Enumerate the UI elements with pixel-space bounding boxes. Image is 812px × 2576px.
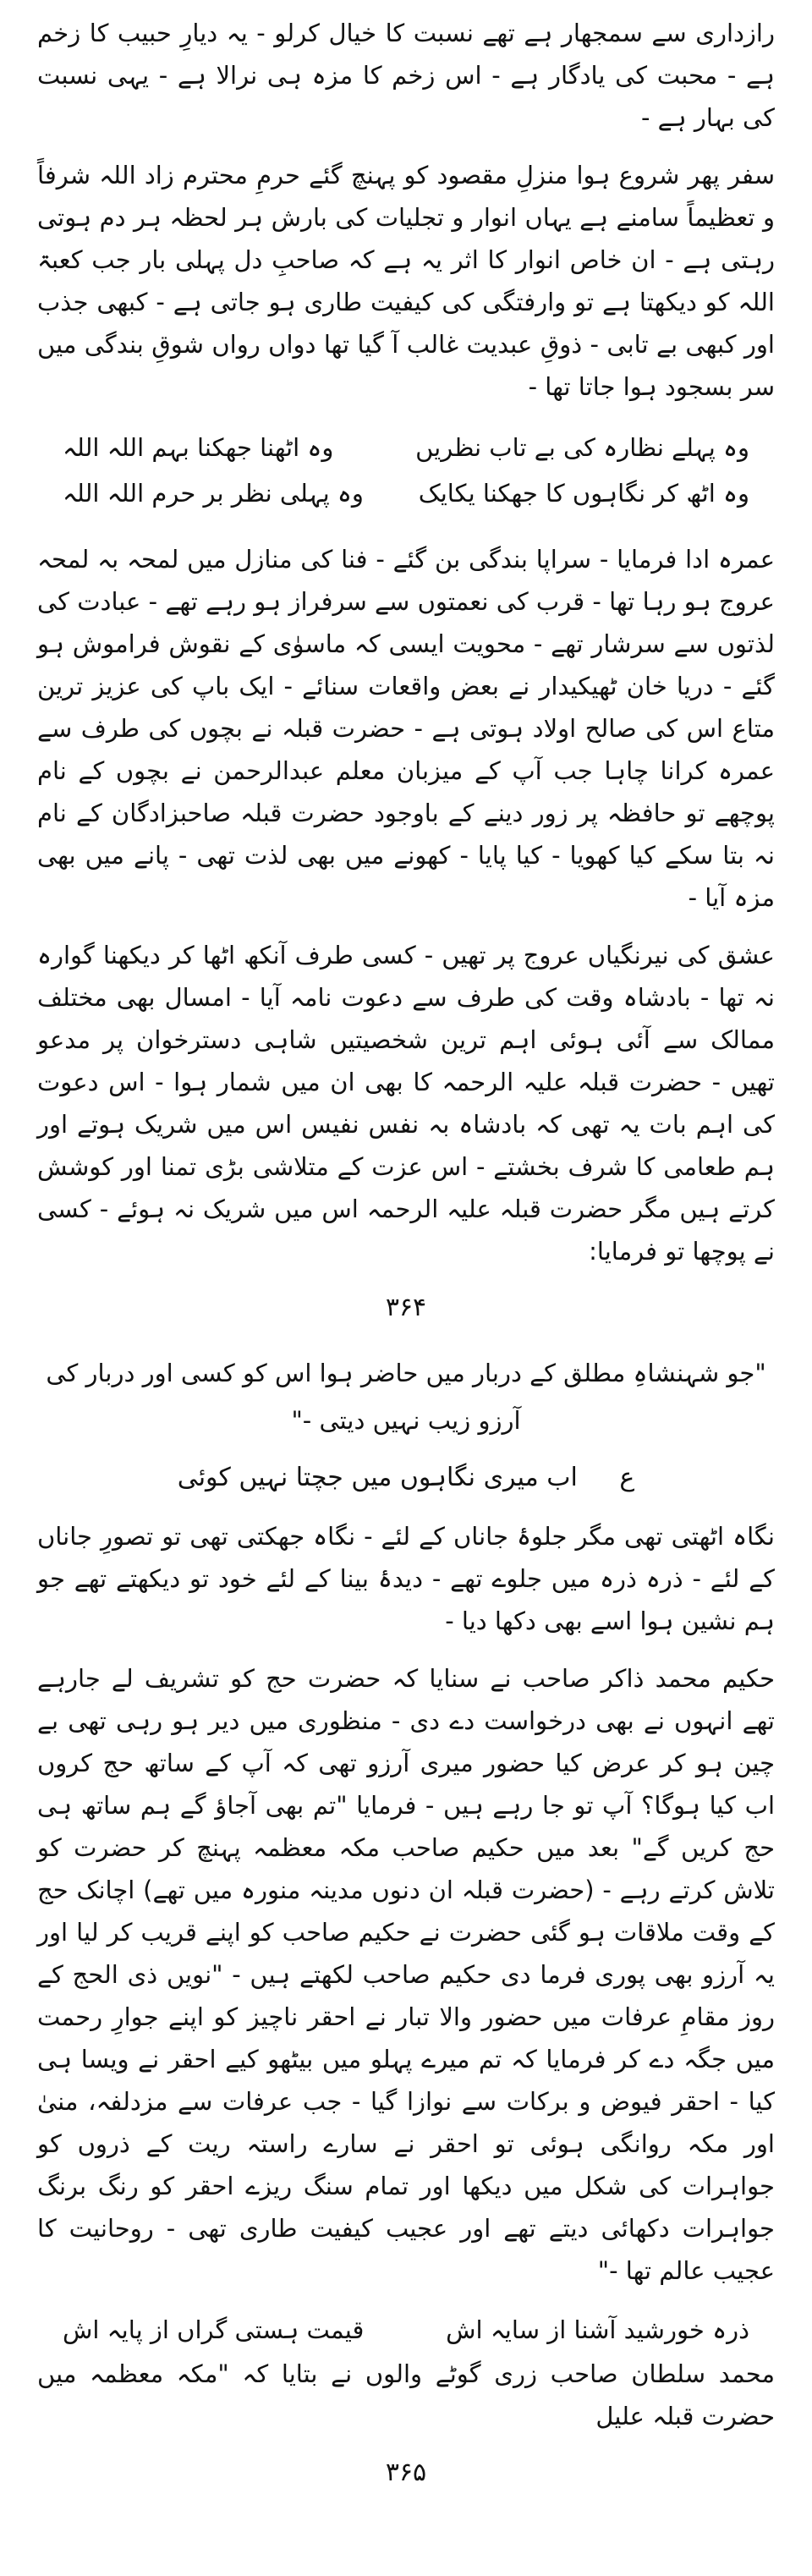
paragraph-1: رازداری سے سمجھار ہے تھے نسبت کا خیال کرلو - یہ دیارِ حبیب کا زخم ہے - محبت کی یادگار ہے - اس زخم کا مزہ ہی نرالا ہے - یہی نسبت کی بہار ہے -	[37, 19, 775, 132]
misra-text: اب میری نگاہوں میں جچتا نہیں کوئی	[177, 1463, 578, 1492]
couplet-1-line-1-right: وہ پہلے نظارہ کی بے تاب نظریں	[415, 433, 749, 462]
couplet-1-line-2-left: وہ پہلی نظر بر حرم اللہ اللہ	[63, 479, 364, 508]
couplet-2	[37, 2307, 775, 2353]
quote: "جو شہنشاہِ مطلق کے دربار میں حاضر ہوا اس کو کسی اور دربار کی آرزو زیب نہیں دیتی -"	[46, 1359, 766, 1435]
couplet-2-right: ذرہ خورشید آشنا از سایہ اش	[446, 2315, 749, 2344]
page-number-364: ۳۶۴	[385, 1293, 427, 1322]
paragraph-3: عمرہ ادا فرمایا - سراپا بندگی بن گئے - فنا کی منازل میں لمحہ بہ لمحہ عروج ہو رہا تھا - قرب کی نعمتوں سے سرفراز ہو رہے تھے - عبادت کی لذتوں سے سرشار تھے - محویت ایسی کہ ماسوٰی کے نقوش فراموش ہو گئے - دریا خان ٹھیکیدار نے بعض واقعات سنائے - ایک باپ کی عزیز ترین متاع اس کی صالح اولاد ہوتی ہے - حضرت قبلہ نے بچوں کی طرف سے عمرہ کرانا چاہا جب آپ کے میزبان معلم عبدالرحمن نے بچوں کے نام پوچھے تو حافظہ پر زور دینے کے باوجود حضرت قبلہ صاحبزادگان کے نام نہ بتا سکے کیا کھویا - کیا پایا - کھونے میں بھی لذت تھی - پانے میں بھی مزہ آیا -	[37, 545, 775, 912]
last-line: محمد سلطان صاحب زری گوٹے والوں نے بتایا کہ "مکہ معظمہ میں حضرت قبلہ علیل	[37, 2359, 775, 2430]
misra-line	[37, 1453, 775, 1503]
couplet-1-line-1-left: وہ اٹھنا جھکنا بہم اللہ اللہ	[63, 433, 334, 462]
couplet-1-line-2-right: وہ اٹھ کر نگاہوں کا جھکنا یکایک	[418, 479, 749, 508]
page-number-365: ۳۶۵	[385, 2458, 427, 2487]
couplet-1	[37, 425, 775, 516]
misra-marker: ع	[619, 1463, 635, 1492]
couplet-1-line-2	[37, 470, 775, 516]
paragraph-2: سفر پھر شروع ہوا منزلِ مقصود کو پہنچ گئے حرمِ محترم زاد اللہ شرفاً و تعظیماً سامنے ہے یہاں انوار و تجلیات کی بارش ہر لحظہ ہر دم ہوتی رہتی ہے - ان خاص انوار کا اثر یہ ہے کہ صاحبِ دل پہلی بار جب کعبۃ اللہ کو دیکھتا ہے تو وارفتگی کی کیفیت طاری ہو جاتی ہے - کبھی جذب اور کبھی بے تابی - ذوقِ عبدیت غالب آ گیا تھا دواں رواں شوقِ بندگی میں سر بسجود ہوا جاتا تھا -	[37, 161, 775, 401]
couplet-1-line-1	[37, 425, 775, 470]
couplet-2-left: قیمت ہستی گراں از پایہ اش	[63, 2315, 365, 2344]
paragraph-5: نگاہ اٹھتی تھی مگر جلوۂ جاناں کے لئے - نگاہ جھکتی تھی تو تصورِ جاناں کے لئے - ذرہ ذرہ میں جلوے تھے - دیدۂ بینا کے لئے خود تو دیکھتے تھے جو ہم نشین ہوا اسے بھی دکھا دیا -	[37, 1522, 775, 1635]
paragraph-6: حکیم محمد ذاکر صاحب نے سنایا کہ حضرت حج کو تشریف لے جارہے تھے انہوں نے بھی درخواست دے دی - منظوری میں دیر ہو رہی تھی بے چین ہو کر عرض کیا حضور میری آرزو تھی کہ آپ کے ساتھ حج کروں اب کیا ہوگا؟ آپ تو جا رہے ہیں - فرمایا "تم بھی آجاؤ گے ہم ساتھ ہی حج کریں گے" بعد میں حکیم صاحب مکہ معظمہ پہنچ کر حضرت کو تلاش کرتے رہے - (حضرت قبلہ ان دنوں مدینہ منورہ میں تھے) اچانک حج کے وقت ملاقات ہو گئی حضرت نے حکیم صاحب کو اپنے قریب کر لیا اور یہ آرزو بھی پوری فرما دی حکیم صاحب لکھتے ہیں - "نویں ذی الحج کے روز مقامِ عرفات میں حضور والا تبار نے احقر ناچیز کو اپنے جوارِ رحمت میں جگہ دے کر فرمایا کہ تم میرے پہلو میں بیٹھو کیے احقر نے ویسا ہی کیا - احقر فیوض و برکات سے نوازا گیا - جب عرفات سے مزدلفہ، منیٰ اور مکہ روانگی ہوئی تو احقر نے سارے راستہ ریت کے ذروں کو جواہرات کی شکل میں دیکھا اور تمام سنگ ریزے احقر کو رنگ برنگ جواہرات دکھائی دیتے تھے اور عجیب کیفیت طاری تھی - روحانیت کا عجیب عالم تھا -"	[37, 1664, 775, 2285]
paragraph-4: عشق کی نیرنگیاں عروج پر تھیں - کسی طرف آنکھ اٹھا کر دیکھنا گوارہ نہ تھا - بادشاہ وقت کی طرف سے دعوت نامہ آیا - امسال بھی مختلف ممالک سے آئی ہوئی اہم ترین شخصیتیں شاہی دسترخوان پر مدعو تھیں - حضرت قبلہ علیہ الرحمہ کا بھی ان میں شمار ہوا - اس دعوت کی اہم بات یہ تھی کہ بادشاہ بہ نفس نفیس اس میں شریک ہوتے اور ہم طعامی کا شرف بخشتے - اس عزت کے متلاشی بڑی تمنا اور کوشش کرتے ہیں مگر حضرت قبلہ علیہ الرحمہ اس میں شریک نہ ہوئے - کسی نے پوچھا تو فرمایا:	[37, 941, 775, 1266]
